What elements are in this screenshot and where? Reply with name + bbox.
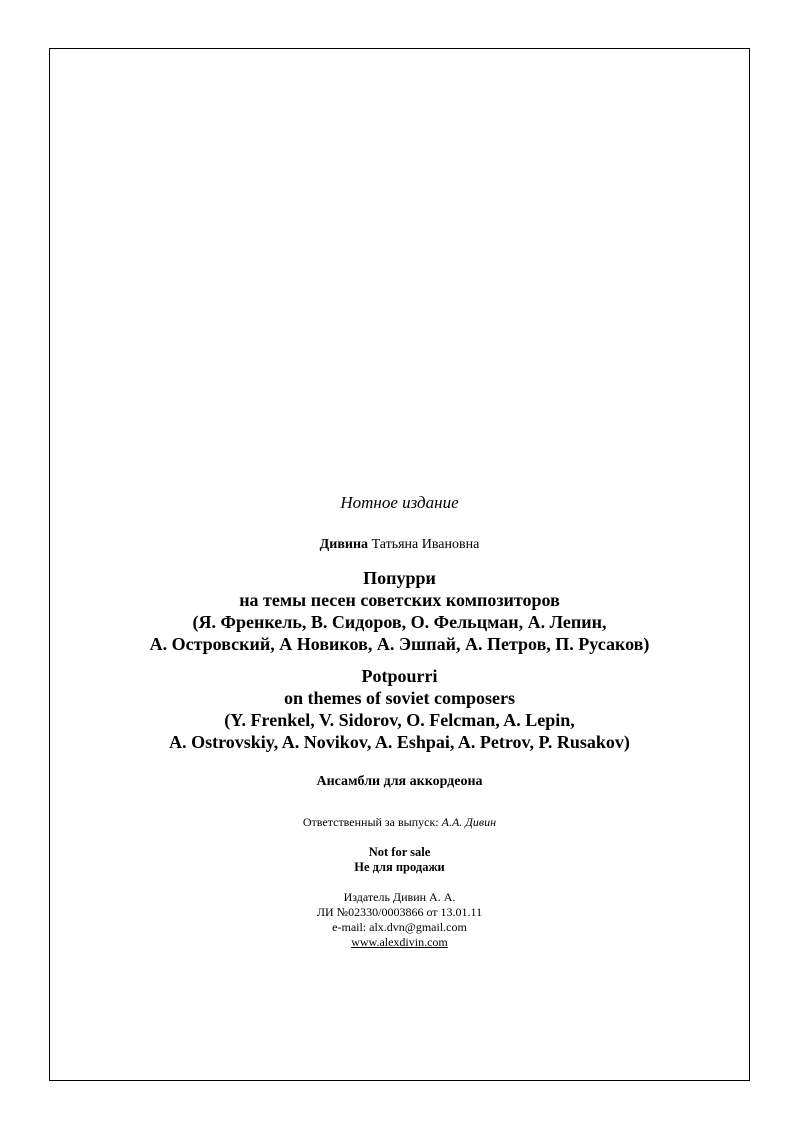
title-ru-line: (Я. Френкель, В. Сидоров, О. Фельцман, А. Лепин, (192, 612, 607, 632)
title-en-line: (Y. Frenkel, V. Sidorov, O. Felcman, A. Lepin, (224, 710, 575, 730)
responsible-editor (49, 814, 750, 830)
not-for-sale-en: Not for sale (368, 845, 431, 859)
genre: Ансамбли для аккордеона (316, 774, 483, 789)
title-ru-line: на темы песен советских композиторов (239, 590, 560, 610)
publisher-info (49, 890, 750, 950)
title-ru-line: Попурри (363, 568, 436, 588)
author-name (49, 536, 750, 554)
publisher-name: Издатель Дивин А. А. (343, 890, 456, 904)
colophon (49, 492, 750, 950)
edition-type: Нотное издание (340, 493, 459, 512)
publisher-email[interactable]: e-mail: alx.dvn@gmail.com (332, 920, 467, 934)
responsible-name: А.А. Дивин (441, 815, 497, 829)
publisher-license: ЛИ №02330/0003866 от 13.01.11 (316, 905, 483, 919)
author-given-name: Татьяна Ивановна (371, 537, 480, 552)
title-en-line: on themes of soviet composers (284, 688, 515, 708)
title-russian (49, 567, 750, 655)
not-for-sale-ru: Не для продажи (354, 860, 445, 874)
publisher-website-link[interactable]: www.alexdivin.com (351, 935, 448, 949)
title-english (49, 665, 750, 753)
responsible-label: Ответственный за выпуск: (302, 815, 439, 829)
author-surname: Дивина (319, 537, 369, 552)
title-en-line: A. Ostrovskiy, A. Novikov, A. Eshpai, A. Petrov, P. Rusakov) (169, 732, 630, 752)
title-en-line: Potpourri (361, 666, 438, 686)
title-ru-line: А. Островский, А Новиков, А. Эшпай, А. Петров, П. Русаков) (149, 634, 650, 654)
not-for-sale (49, 845, 750, 875)
